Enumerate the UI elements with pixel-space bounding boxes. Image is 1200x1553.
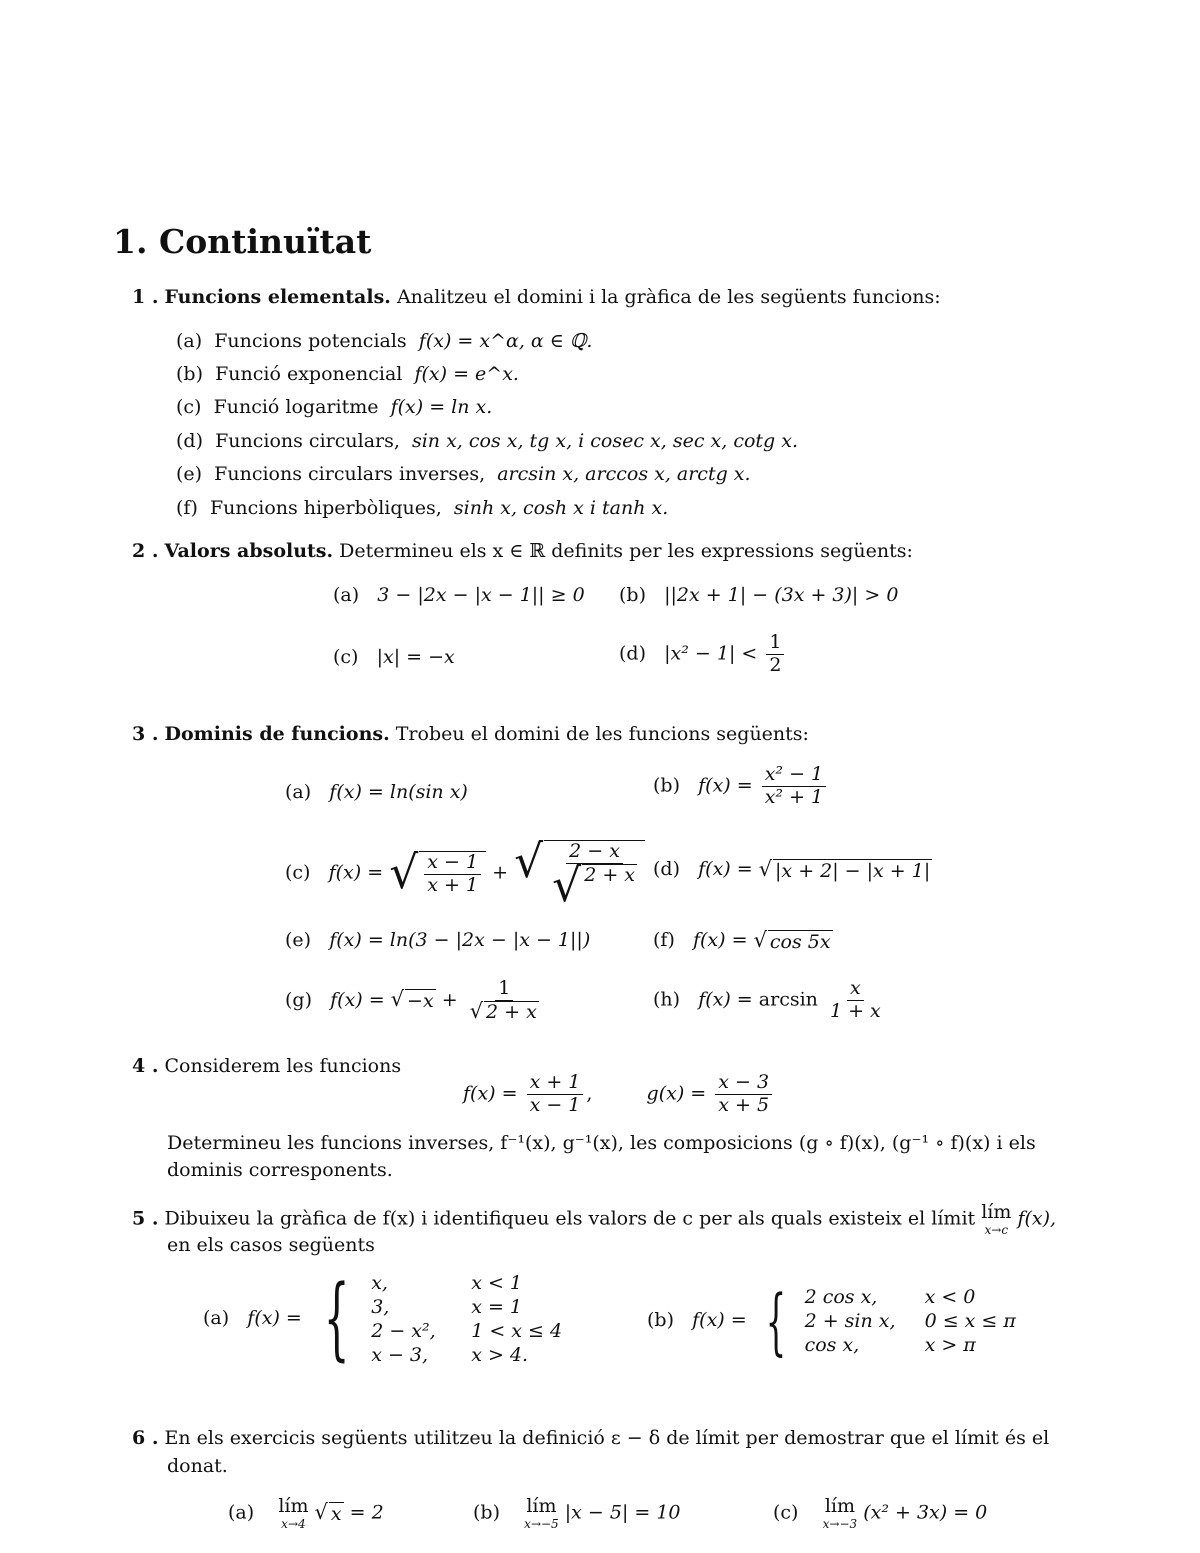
fraction	[424, 852, 481, 897]
item-label: (b)	[647, 1309, 674, 1331]
fx-label: f(x) =	[698, 858, 753, 880]
question-4-header	[132, 1055, 401, 1077]
item-math: ln(3 − |2x − |x − 1||)	[389, 929, 591, 951]
case-condition: x < 0	[924, 1286, 976, 1308]
denominator: 2 + x	[582, 864, 637, 907]
paragraph-line: donat.	[167, 1455, 228, 1477]
question-1-header	[132, 286, 941, 308]
denominator: x² + 1	[764, 785, 824, 808]
item-label: (c)	[285, 861, 311, 884]
expression-b	[619, 584, 898, 606]
fx-label: f(x) =	[330, 988, 385, 1011]
case-value: 2 − x²,	[371, 1320, 436, 1342]
item-math: |x| = −x	[376, 646, 455, 668]
limit-b	[473, 1497, 681, 1530]
item-math: |x − 5| = 10	[564, 1501, 681, 1524]
item-math: cos 5x	[769, 930, 831, 953]
sqrt: √ 2 + x	[469, 998, 537, 1023]
question-number: 6 .	[132, 1427, 159, 1449]
item-math: (x² + 3x) = 0	[863, 1501, 988, 1524]
question-number: 2 .	[132, 540, 159, 562]
case-value: x − 3,	[371, 1344, 429, 1366]
cases	[805, 1286, 1025, 1356]
item-math: g(x) =	[646, 1082, 707, 1105]
item-label: (c)	[773, 1501, 799, 1524]
plus: +	[441, 988, 458, 1011]
limit	[278, 1497, 308, 1530]
plus: +	[492, 861, 509, 884]
fx-label: f(x) =	[247, 1307, 302, 1329]
fraction	[827, 978, 884, 1023]
item-label: (d)	[619, 642, 646, 665]
item-math: f(x),	[1017, 1207, 1057, 1230]
item-label: (b)	[653, 774, 680, 797]
item-label: (a)	[228, 1501, 255, 1524]
fx-label: f(x) =	[329, 781, 384, 803]
question-number: 1 .	[132, 286, 159, 308]
item-math: f(x) = e^x.	[414, 363, 519, 385]
fx-label: f(x) =	[692, 929, 748, 951]
function-pair	[463, 1072, 775, 1117]
item-math: ||2x + 1| − (3x + 3)| > 0	[664, 584, 899, 606]
expression-c	[333, 646, 455, 668]
limit-a	[228, 1497, 384, 1530]
case-condition: x > π	[924, 1334, 976, 1356]
fraction	[766, 632, 784, 677]
item-label: (d)	[176, 430, 203, 452]
fx-label: f(x) =	[328, 861, 384, 884]
item-label: (h)	[653, 988, 681, 1011]
item-label: (b)	[473, 1501, 500, 1524]
item-label: (b)	[176, 363, 203, 385]
question-heading: Funcions elementals.	[164, 286, 391, 308]
fx-label: f(x) =	[698, 774, 753, 797]
list-item	[176, 363, 519, 385]
separator: ,	[586, 1082, 593, 1105]
numerator: 1	[766, 632, 784, 655]
domain-e	[285, 929, 590, 951]
item-text: Funcions circulars inverses,	[214, 463, 486, 485]
item-label: (a)	[333, 584, 360, 606]
denominator: x + 1	[427, 873, 479, 896]
cases	[371, 1272, 581, 1366]
item-label: (c)	[333, 646, 359, 668]
sqrt: √ −x	[390, 987, 434, 1013]
numerator: 2 − x	[566, 841, 623, 864]
list-item	[176, 396, 492, 418]
limit	[981, 1203, 1011, 1236]
item-math: f(x) = ln x.	[390, 396, 493, 418]
item-math: x	[330, 1503, 342, 1525]
list-item	[176, 463, 751, 485]
expression-a	[333, 584, 585, 606]
question-text: En els exercicis següents utilitzeu la definició ε − δ de límit per demostrar que el límit és el	[164, 1427, 1050, 1449]
item-text: Funció exponencial	[215, 363, 403, 385]
sqrt: √ 2 + x	[552, 858, 636, 912]
sqrt: √ $\frac{x - 1}{x + 1}$	[389, 851, 486, 897]
item-text: Funcions potencials	[214, 330, 407, 352]
fraction	[467, 978, 542, 1024]
domain-f	[653, 929, 833, 953]
limit-operator: lím	[278, 1495, 309, 1517]
limit	[524, 1497, 559, 1530]
item-math: = 2	[349, 1501, 384, 1524]
sqrt: √ 2 − x √ 2 + x	[514, 840, 645, 907]
limit-operator: lím	[824, 1495, 855, 1517]
case-value: 2 cos x,	[804, 1286, 878, 1308]
left-brace-icon: {	[765, 1279, 786, 1363]
denominator: x + 5	[718, 1093, 770, 1116]
domain-a	[285, 781, 468, 803]
list-item	[176, 430, 798, 452]
question-heading: Valors absoluts.	[164, 540, 334, 562]
fx-label: f(x) =	[329, 929, 384, 951]
limit-subscript: x→−5	[524, 1517, 559, 1531]
section-title-text: Continuïtat	[158, 222, 372, 261]
fx-label: f(x) =	[698, 988, 753, 1011]
sqrt: √ cos 5x	[753, 927, 831, 953]
item-label: (e)	[176, 463, 203, 485]
item-label: (d)	[653, 858, 680, 880]
item-label: (a)	[285, 781, 312, 803]
denominator: 2	[769, 653, 782, 676]
limit-subscript: x→4	[281, 1517, 306, 1531]
limit-operator: lím	[981, 1201, 1012, 1223]
item-math: f(x) = x^α, α ∈ ℚ.	[418, 330, 593, 352]
item-math: ln(sin x)	[389, 781, 468, 803]
sqrt: √ x	[314, 1500, 342, 1525]
left-brace-icon: {	[323, 1266, 350, 1371]
numerator: x − 3	[715, 1072, 772, 1095]
item-math: arcsin	[758, 988, 818, 1011]
question-number: 3 .	[132, 723, 159, 745]
section-title	[113, 222, 371, 261]
domain-b	[653, 764, 829, 809]
question-text: Determineu els x ∈ ℝ definits per les expressions següents:	[339, 540, 913, 562]
case-condition: 0 ≤ x ≤ π	[924, 1310, 1016, 1332]
limit-subscript: x→−3	[822, 1517, 858, 1531]
fx-label: f(x) =	[692, 1309, 747, 1331]
question-5-header	[132, 1203, 1056, 1236]
denominator: 1 + x	[829, 999, 881, 1022]
case-condition: x > 4.	[471, 1344, 529, 1366]
domain-h	[653, 978, 887, 1023]
case-value: 3,	[371, 1296, 390, 1318]
expression-d	[619, 632, 787, 677]
numerator: x² − 1	[762, 764, 826, 787]
question-3-header	[132, 723, 809, 745]
item-label: (f)	[653, 929, 675, 951]
item-math: sin x, cos x, tg x, i cosec x, sec x, cotg x.	[411, 430, 798, 452]
item-label: (a)	[176, 330, 203, 352]
question-text: Analitzeu el domini i la gràfica de les següents funcions:	[396, 286, 941, 308]
item-text: Funció logaritme	[213, 396, 379, 418]
question-text: Considerem les funcions	[164, 1055, 402, 1077]
paragraph-line: Determineu les funcions inverses, f⁻¹(x), g⁻¹(x), les composicions (g ∘ f)(x), (g⁻¹ ∘ f)(x) i els	[167, 1132, 1036, 1154]
question-6-header	[132, 1427, 1049, 1449]
piecewise-b	[647, 1279, 1025, 1363]
denominator: x − 1	[529, 1093, 581, 1116]
section-number: 1.	[113, 222, 148, 261]
item-math: |x² − 1| <	[664, 642, 758, 665]
question-number: 5 .	[132, 1207, 159, 1230]
denominator: 2 + x	[486, 1000, 537, 1023]
item-label: (g)	[285, 988, 312, 1011]
item-text: Funcions circulars,	[215, 430, 400, 452]
domain-d	[653, 858, 932, 882]
limit-c	[773, 1497, 987, 1530]
case-value: cos x,	[804, 1334, 860, 1356]
question-2-header	[132, 540, 913, 562]
question-text: Dibuixeu la gràfica de f(x) i identifiqueu els valors de c per als quals existeix el límit	[164, 1207, 976, 1230]
question-heading: Dominis de funcions.	[164, 723, 390, 745]
numerator: x + 1	[527, 1072, 584, 1095]
item-label: (f)	[176, 497, 198, 519]
case-condition: x = 1	[471, 1296, 522, 1318]
question-number: 4 .	[132, 1055, 159, 1077]
domain-c	[285, 835, 645, 912]
question-text: Trobeu el domini de les funcions següents:	[395, 723, 809, 745]
numerator: x − 1	[424, 852, 481, 875]
item-label: (b)	[619, 584, 646, 606]
case-value: 2 + sin x,	[804, 1310, 896, 1332]
numerator: 1	[495, 978, 513, 1001]
paragraph-line: en els casos següents	[167, 1234, 375, 1256]
list-item	[176, 497, 668, 519]
numerator: x	[847, 978, 864, 1001]
limit-operator: lím	[526, 1495, 557, 1517]
domain-g	[285, 978, 545, 1024]
item-label: (e)	[285, 929, 312, 951]
piecewise-a	[203, 1266, 581, 1371]
fraction	[762, 764, 826, 809]
fraction	[715, 1072, 772, 1117]
sqrt: √ |x + 2| − |x + 1|	[758, 856, 931, 882]
item-math: sinh x, cosh x i tanh x.	[453, 497, 669, 519]
limit-subscript: x→c	[984, 1223, 1009, 1237]
fraction	[527, 1072, 584, 1117]
item-math: f(x) =	[463, 1082, 518, 1105]
item-math: −x	[407, 990, 434, 1013]
case-condition: x < 1	[471, 1272, 522, 1294]
case-value: x,	[371, 1272, 388, 1294]
item-math: arcsin x, arccos x, arctg x.	[497, 463, 751, 485]
item-math: |x + 2| − |x + 1|	[775, 859, 931, 882]
case-condition: 1 < x ≤ 4	[471, 1320, 563, 1342]
item-label: (c)	[176, 396, 202, 418]
list-item	[176, 330, 592, 352]
item-math: 3 − |2x − |x − 1|| ≥ 0	[377, 584, 585, 606]
fraction	[549, 840, 640, 912]
item-text: Funcions hiperbòliques,	[209, 497, 442, 519]
limit	[823, 1497, 858, 1530]
paragraph-line: dominis corresponents.	[167, 1159, 393, 1181]
item-label: (a)	[203, 1307, 230, 1329]
